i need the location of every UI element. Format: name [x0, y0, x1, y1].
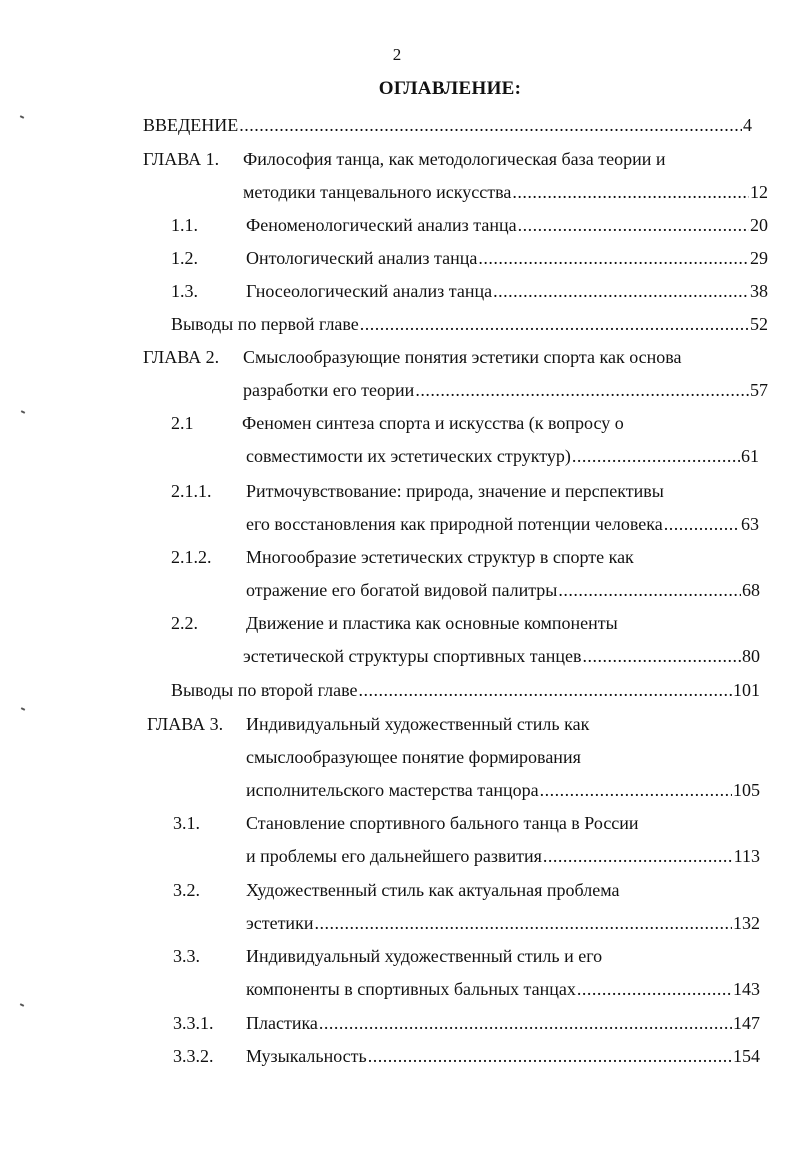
toc-chapter-2-line1: Смыслообразующие понятия эстетики спорта как основа	[243, 347, 682, 367]
toc-chapter-1-line2: методики танцевального искусства ..... 12	[243, 181, 768, 203]
toc-section-3-3-1: Пластика ..... 147	[246, 1012, 760, 1034]
scan-speck	[21, 410, 25, 414]
toc-section-3-3-line2: компоненты в спортивных бальных танцах ..... 143	[246, 978, 760, 1000]
toc-section-3-2-line2: эстетики ..... 132	[246, 912, 760, 934]
toc-conclusion-1: Выводы по первой главе ..... 52	[171, 313, 768, 335]
toc-page-number: 12	[750, 182, 768, 202]
toc-chapter-2-line2: разработки его теории ..... 57	[243, 379, 768, 401]
toc-entry-text: ВВЕДЕНИЕ	[143, 115, 239, 135]
toc-chapter-1-line1: Философия танца, как методологическая база теории и	[243, 149, 666, 169]
toc-page-number: 80	[742, 646, 760, 666]
toc-page-number: 52	[750, 314, 768, 334]
toc-chapter-3-line1: Индивидуальный художественный стиль как	[246, 714, 590, 734]
toc-section-3-1-line2: и проблемы его дальнейшего развития ..... 113	[246, 845, 760, 867]
toc-section-2-1-line2: совместимости их эстетических структур) ..... 61	[246, 445, 759, 467]
toc-section-num: 3.1.	[173, 813, 200, 833]
toc-section-num: 2.1.2.	[171, 547, 212, 567]
scan-speck	[20, 1003, 24, 1007]
toc-section-2-1-1-line2: его восстановления как природной потенции человека ..... 63	[246, 513, 759, 535]
toc-section-2-1-line1: Феномен синтеза спорта и искусства (к вопросу о	[242, 413, 624, 433]
toc-section-3-3-2: Музыкальность ..... 154	[246, 1045, 760, 1067]
toc-title: ОГЛАВЛЕНИЕ:	[378, 78, 522, 99]
toc-section-num: 3.2.	[173, 880, 200, 900]
toc-page-number: 154	[733, 1046, 760, 1066]
toc-page-number: 4	[743, 115, 752, 135]
toc-section-3-3-line1: Индивидуальный художественный стиль и его	[246, 946, 603, 966]
toc-section-1-2: Онтологический анализ танца ..... 29	[246, 247, 768, 269]
toc-page-number: 113	[733, 846, 760, 866]
toc-page-number: 29	[750, 248, 768, 268]
toc-page-number: 101	[733, 680, 760, 700]
scan-speck	[20, 115, 24, 119]
toc-page-number: 63	[741, 514, 759, 534]
toc-section-num: 1.3.	[171, 281, 198, 301]
toc-section-2-2-line1: Движение и пластика как основные компоненты	[246, 613, 618, 633]
toc-section-num: 2.1	[171, 413, 194, 433]
toc-page-number: 20	[750, 215, 768, 235]
toc-chapter-1-label: ГЛАВА 1.	[143, 149, 220, 169]
toc-conclusion-2: Выводы по второй главе ..... 101	[171, 679, 760, 701]
toc-page-number: 105	[733, 780, 760, 800]
toc-chapter-3-line2: смыслообразующее понятие формирования	[246, 747, 581, 767]
toc-section-3-2-line1: Художественный стиль как актуальная проблема	[246, 880, 620, 900]
toc-section-2-1-2-line2: отражение его богатой видовой палитры ..... 68	[246, 579, 760, 601]
toc-section-num: 3.3.1.	[173, 1013, 214, 1033]
scan-speck	[21, 707, 25, 711]
toc-entry-intro	[143, 114, 752, 136]
toc-page-number: 132	[733, 913, 760, 933]
toc-section-1-1: Феноменологический анализ танца ..... 20	[246, 214, 768, 236]
toc-section-num: 3.3.2.	[173, 1046, 214, 1066]
toc-page-number: 68	[742, 580, 760, 600]
toc-section-1-3: Гносеологический анализ танца ..... 38	[246, 280, 768, 302]
toc-section-num: 2.2.	[171, 613, 198, 633]
toc-chapter-3-line3: исполнительского мастерства танцора ..... 105	[246, 779, 760, 801]
toc-section-3-1-line1: Становление спортивного бального танца в России	[246, 813, 639, 833]
toc-section-num: 1.1.	[171, 215, 198, 235]
toc-section-2-1-1-line1: Ритмочувствование: природа, значение и перспективы	[246, 481, 664, 501]
toc-chapter-3-label: ГЛАВА 3.	[147, 714, 224, 734]
toc-page-number: 38	[750, 281, 768, 301]
toc-chapter-2-label: ГЛАВА 2.	[143, 347, 220, 367]
toc-section-2-2-line2: эстетической структуры спортивных танцев ..... 80	[243, 645, 760, 667]
toc-section-2-1-2-line1: Многообразие эстетических структур в спорте как	[246, 547, 634, 567]
toc-page-number: 143	[733, 979, 760, 999]
toc-page-number: 61	[741, 446, 759, 466]
toc-page-number: 147	[733, 1013, 760, 1033]
toc-section-num: 1.2.	[171, 248, 198, 268]
toc-page-number: 57	[750, 380, 768, 400]
page-number: 2	[392, 45, 402, 64]
toc-section-num: 2.1.1.	[171, 481, 212, 501]
toc-section-num: 3.3.	[173, 946, 200, 966]
